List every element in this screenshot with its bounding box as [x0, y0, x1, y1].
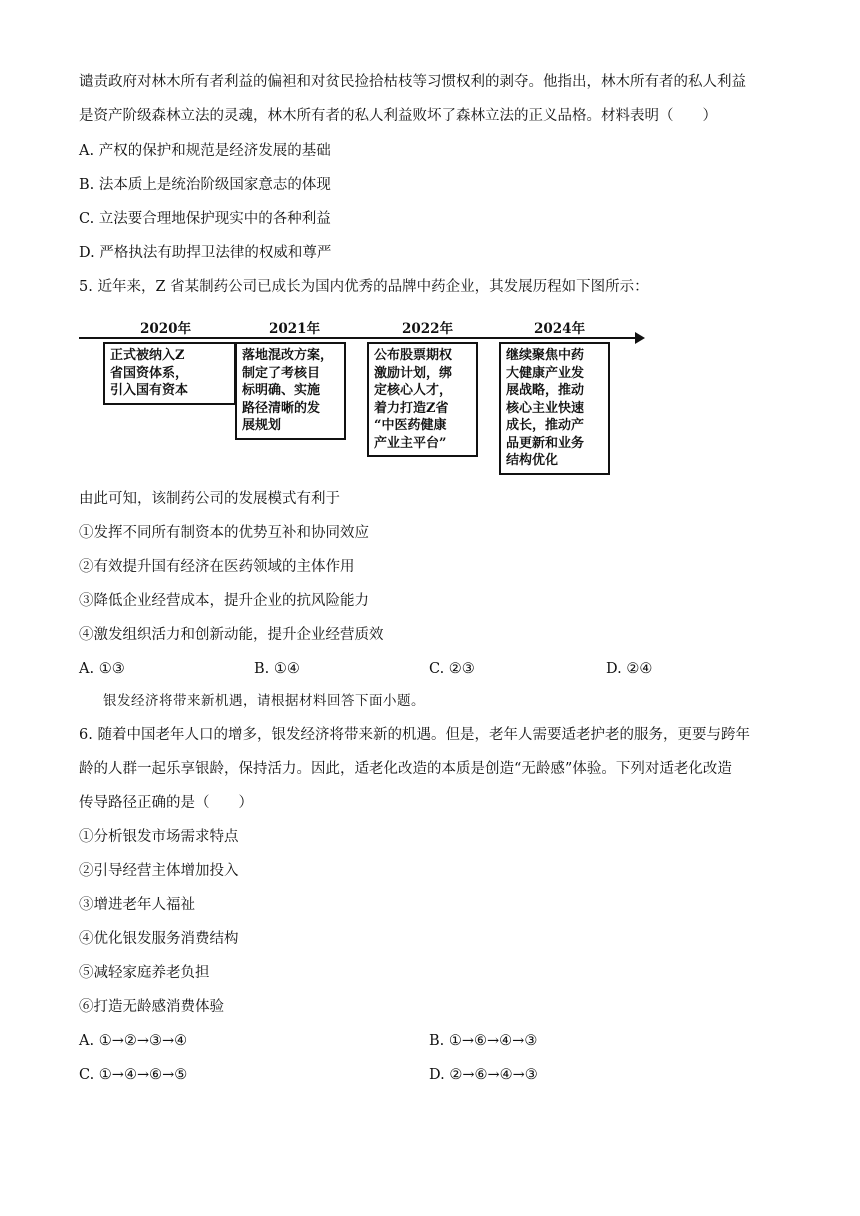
q6-item-6: ⑥打造无龄感消费体验 — [79, 999, 224, 1015]
timeline-axis — [79, 337, 637, 339]
timeline-box-2020: 正式被纳入Z 省国资体系， 引入国有资本 — [103, 342, 236, 405]
q5-item-4: ④激发组织活力和创新动能，提升企业经营质效 — [79, 627, 384, 643]
q6-choice-c: C. ①→④→⑥→⑤ — [79, 1067, 188, 1083]
q4-option-a: A. 产权的保护和规范是经济发展的基础 — [79, 143, 331, 159]
q5-timeline-diagram — [79, 315, 649, 480]
timeline-year-2024: 2024年 — [534, 321, 586, 337]
q4-option-d: D. 严格执法有助捍卫法律的权威和尊严 — [79, 245, 332, 261]
q6-item-5: ⑤减轻家庭养老负担 — [79, 965, 210, 981]
q6-stem-line-2: 龄的人群一起乐享银龄，保持活力。因此，适老化改造的本质是创造“无龄感”体验。下列对适老化改造 — [79, 761, 732, 777]
q4-option-b: B. 法本质上是统治阶级国家意志的体现 — [79, 177, 331, 193]
timeline-box-2024: 继续聚焦中药 大健康产业发 展战略，推动 核心主业快速 成长，推动产 品更新和业务 结构优化 — [499, 342, 610, 475]
q5-choices — [79, 659, 779, 679]
q6-choice-d: D. ②→⑥→④→③ — [429, 1067, 538, 1083]
q6-stem-line-1: 6. 随着中国老年人口的增多，银发经济将带来新的机遇。但是，老年人需要适老护老的服务，更要与跨年 — [79, 727, 750, 743]
timeline-year-2022: 2022年 — [402, 321, 454, 337]
q6-item-4: ④优化银发服务消费结构 — [79, 931, 239, 947]
q6-choices-row-2 — [79, 1065, 779, 1085]
q4-stem-line-1: 谴责政府对林木所有者利益的偏袒和对贫民捡拾枯枝等习惯权利的剥夺。他指出，林木所有者的私人利益 — [79, 74, 746, 90]
q4-option-c: C. 立法要合理地保护现实中的各种利益 — [79, 211, 331, 227]
q5-choice-d: D. ②④ — [606, 661, 653, 677]
q5-choice-a: A. ①③ — [79, 661, 125, 677]
q6-item-3: ③增进老年人福祉 — [79, 897, 195, 913]
q6-stem-line-3: 传导路径正确的是（ ） — [79, 795, 253, 811]
q5-stem: 5. 近年来，Z 省某制药公司已成长为国内优秀的品牌中药企业，其发展历程如下图所示： — [79, 279, 649, 295]
timeline-year-2021: 2021年 — [269, 321, 321, 337]
q6-choice-a: A. ①→②→③→④ — [79, 1033, 188, 1049]
q6-item-1: ①分析银发市场需求特点 — [79, 829, 239, 845]
q6-choices-row-1 — [79, 1031, 779, 1051]
timeline-year-2020: 2020年 — [140, 321, 192, 337]
timeline-box-2022: 公布股票期权 激励计划，绑 定核心人才， 着力打造Z省 “中医药健康 产业主平台” — [367, 342, 478, 457]
q4-stem-line-2: 是资产阶级森林立法的灵魂，林木所有者的私人利益败坏了森林立法的正义品格。材料表明（ ） — [79, 108, 717, 124]
group-intro: 银发经济将带来新机遇，请根据材料回答下面小题。 — [103, 693, 425, 709]
q5-choice-c: C. ②③ — [429, 661, 475, 677]
q5-item-3: ③降低企业经营成本，提升企业的抗风险能力 — [79, 593, 369, 609]
timeline-box-2021: 落地混改方案， 制定了考核目 标明确、实施 路径清晰的发 展规划 — [235, 342, 346, 440]
q5-lead: 由此可知，该制药公司的发展模式有利于 — [79, 491, 340, 507]
q5-item-1: ①发挥不同所有制资本的优势互补和协同效应 — [79, 525, 369, 541]
timeline-arrow-icon — [635, 332, 645, 344]
q5-item-2: ②有效提升国有经济在医药领域的主体作用 — [79, 559, 355, 575]
q6-item-2: ②引导经营主体增加投入 — [79, 863, 239, 879]
q5-choice-b: B. ①④ — [254, 661, 300, 677]
q6-choice-b: B. ①→⑥→④→③ — [429, 1033, 538, 1049]
